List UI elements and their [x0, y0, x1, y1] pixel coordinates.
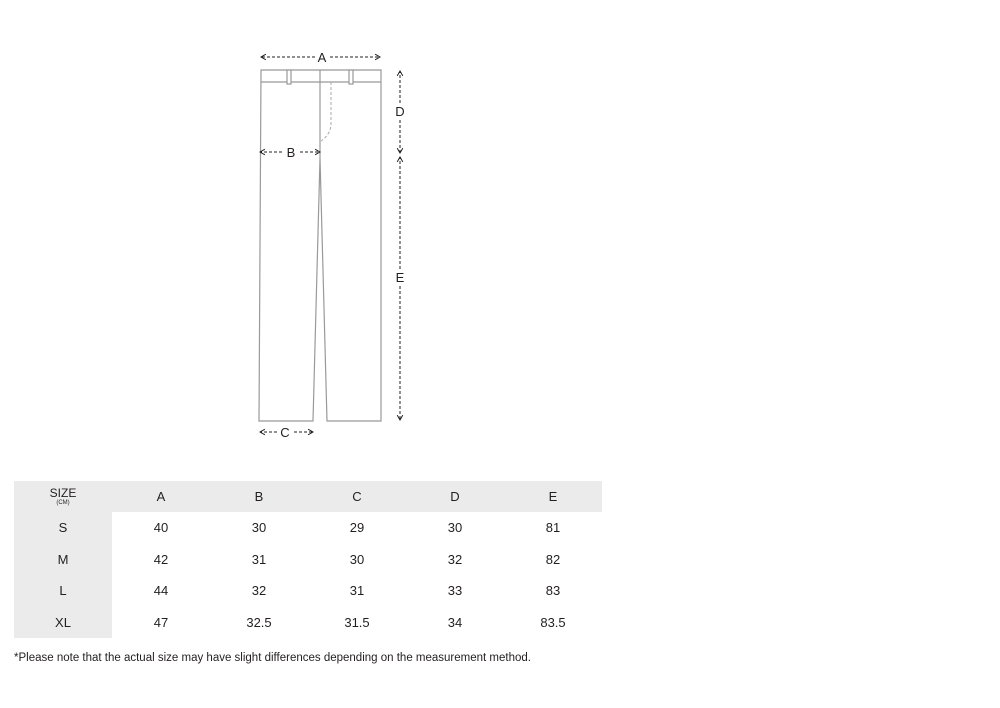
row-value-cell: 32.5	[246, 614, 272, 630]
row-value-cell: 33	[447, 583, 463, 599]
header-col-b: B	[254, 489, 264, 504]
row-value-cell: 31	[349, 583, 365, 599]
row-value-cell: 42	[153, 551, 169, 567]
table-row	[14, 575, 602, 607]
row-value-cell: 30	[349, 551, 365, 567]
row-value-cell: 34	[447, 614, 463, 630]
row-size-cell: S	[14, 512, 112, 544]
row-size-cell: XL	[14, 607, 112, 639]
row-value-cell: 44	[153, 583, 169, 599]
row-value-cell: 47	[153, 614, 169, 630]
row-value-cell: 31	[251, 551, 267, 567]
belt-loop-right	[349, 70, 353, 84]
measure-c-label: C	[280, 425, 290, 440]
measure-a	[261, 50, 380, 65]
header-col-e: E	[548, 489, 558, 504]
row-value-cell: 31.5	[344, 614, 370, 630]
header-col-d: D	[450, 489, 460, 504]
header-col-a: A	[156, 489, 166, 504]
row-value-cell: 82	[545, 551, 561, 567]
measure-a-label: A	[317, 50, 327, 65]
row-size-cell: M	[14, 544, 112, 576]
row-value-cell: 32	[447, 551, 463, 567]
measure-d-label: D	[395, 104, 405, 119]
measure-e	[396, 157, 405, 420]
row-value-cell: 32	[251, 583, 267, 599]
size-chart-table	[14, 481, 602, 638]
row-value-cell: 81	[545, 520, 561, 536]
header-col-c: C	[352, 489, 362, 504]
measure-b-label: B	[286, 145, 296, 160]
measurement-note: *Please note that the actual size may have slight differences depending on the measurement method.	[14, 652, 531, 664]
row-value-cell: 29	[349, 520, 365, 536]
header-size-label: SIZE	[49, 485, 77, 500]
measure-d	[395, 71, 404, 153]
row-value-cell: 83.5	[540, 614, 566, 630]
table-row	[14, 607, 602, 639]
measure-e-label: E	[395, 270, 405, 285]
belt-loop-left	[287, 70, 291, 84]
row-value-cell: 30	[447, 520, 463, 536]
measure-c	[260, 425, 313, 440]
row-value-cell: 83	[545, 583, 561, 599]
row-size-cell: L	[14, 575, 112, 607]
row-value-cell: 30	[251, 520, 267, 536]
header-unit-label: (CM)	[56, 499, 70, 506]
table-header-row	[14, 481, 602, 512]
table-row	[14, 544, 602, 576]
table-row	[14, 512, 602, 544]
row-value-cell: 40	[153, 520, 169, 536]
header-size	[14, 481, 112, 512]
pants-outline	[259, 70, 381, 421]
